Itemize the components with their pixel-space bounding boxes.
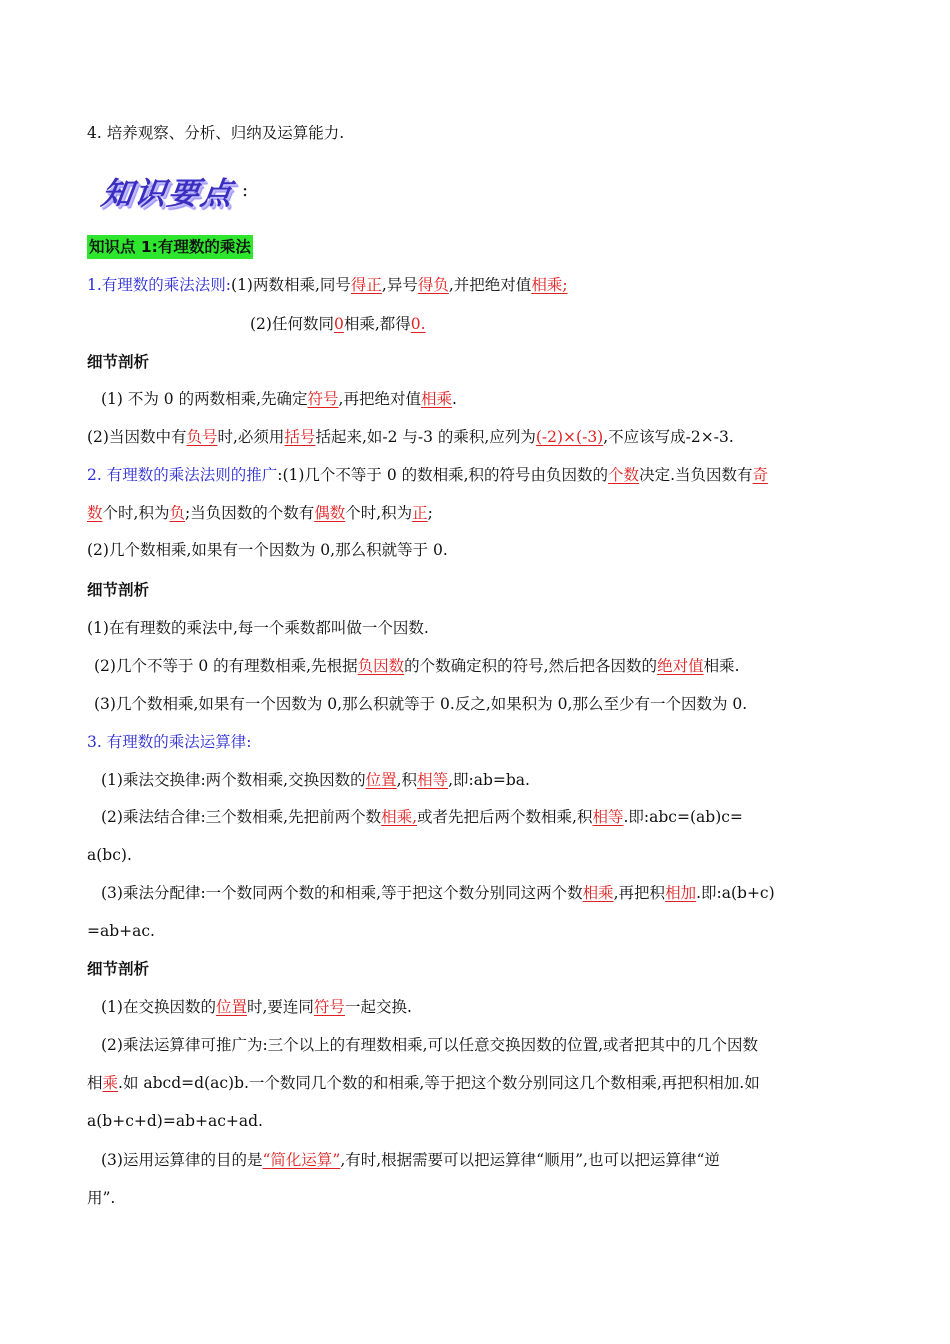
text: ,不应该写成-2×-3.: [603, 428, 734, 446]
text: 或者先把后两个数相乘,积: [417, 808, 593, 826]
text: 个时,积为: [345, 504, 413, 522]
detail-3-line-2-cont2: a(b+c+d)=ab+ac+ad.: [87, 1112, 263, 1130]
text: 个时,积为: [102, 504, 170, 522]
text: .即:abc=(ab)c=: [623, 808, 743, 826]
text: ,再把绝对值: [338, 390, 421, 408]
text: 的个数确定积的符号,然后把各因数的: [404, 657, 658, 675]
blank-answer: 相等: [592, 808, 624, 826]
blank-answer: 负号: [186, 428, 218, 446]
blank-answer: 偶数: [314, 504, 346, 522]
text: (2)几个不等于 0 的有理数相乘,先根据: [94, 657, 358, 675]
rule-3-label: 3. 有理数的乘法运算律:: [87, 733, 252, 751]
rule-2-label: 2. 有理数的乘法法则的推广: [87, 466, 278, 484]
blank-answer: 括号: [284, 428, 316, 446]
detail-3-line-3-cont: 用”.: [87, 1189, 116, 1207]
rule-2-line-2: [87, 501, 950, 525]
text: 时,要连同: [246, 998, 314, 1016]
detail-heading-2: 细节剖析: [87, 581, 150, 599]
blank-answer: 相等: [417, 771, 449, 789]
blank-answer: “简化运算”: [262, 1151, 341, 1169]
detail-1-line-2: [87, 425, 950, 449]
blank-answer: 位置: [215, 998, 247, 1016]
blank-answer: 相加: [665, 884, 697, 902]
blank-answer: 相乘: [582, 884, 614, 902]
text: 相: [87, 1074, 103, 1092]
detail-3-line-2-cont: [87, 1071, 950, 1095]
detail-2-line-3: (3)几个数相乘,如果有一个因数为 0,那么积就等于 0.反之,如果积为 0,那么至少有一个因数为 0.: [94, 695, 748, 713]
text: ,再把积: [613, 884, 666, 902]
text: ;当负因数的个数有: [184, 504, 315, 522]
blank-answer: 相乘;: [531, 276, 568, 294]
rule-1-label: 1.有理数的乘法法则:: [87, 276, 232, 294]
blank-answer: 数: [87, 504, 103, 522]
detail-2-line-1: (1)在有理数的乘法中,每一个乘数都叫做一个因数.: [87, 619, 429, 637]
rule-3-line-1: [101, 768, 950, 792]
text: ,即:ab=ba.: [448, 771, 530, 789]
detail-1-line-1: [101, 387, 950, 411]
text: ,积: [396, 771, 418, 789]
blank-answer: 符号: [313, 998, 345, 1016]
knowledge-points-logo: [98, 170, 249, 212]
text: 相乘.: [703, 657, 740, 675]
rule-2-line-1: [87, 463, 950, 487]
text: 括起来,如-2 与-3 的乘积,应列为: [315, 428, 536, 446]
rule-3-line-2: [101, 805, 950, 829]
text: (2)任何数同: [250, 315, 334, 333]
text: (3)乘法分配律:一个数同两个数的和相乘,等于把这个数分别同这两个数: [101, 884, 583, 902]
blank-answer: 得正: [350, 276, 382, 294]
blank-answer: 0: [333, 315, 344, 333]
text: (1)在交换因数的: [101, 998, 216, 1016]
text: .如 abcd=d(ac)b.一个数同几个数的和相乘,等于把这个数分别同这几个数相乘,再把积相加.如: [118, 1074, 760, 1092]
detail-heading-1: 细节剖析: [87, 353, 150, 371]
text: 一起交换.: [344, 998, 412, 1016]
rule-1-line-2: [250, 312, 950, 336]
section-1-heading: [87, 235, 950, 259]
objective-item-4: 4. 培养观察、分析、归纳及运算能力.: [87, 124, 345, 142]
rule-2-line-3: (2)几个数相乘,如果有一个因数为 0,那么积就等于 0.: [87, 541, 448, 559]
detail-3-line-2: (2)乘法运算律可推广为:三个以上的有理数相乘,可以任意交换因数的位置,或者把其中的几个因数: [101, 1036, 759, 1054]
logo-text: 知识要点: [98, 175, 237, 212]
blank-answer: 得负: [417, 276, 449, 294]
rule-1-line-1: [87, 273, 950, 297]
detail-3-line-1: [101, 995, 950, 1019]
text: (3)运用运算律的目的是: [101, 1151, 263, 1169]
text: ,异号: [381, 276, 418, 294]
text: 时,必须用: [217, 428, 285, 446]
blank-answer: 正: [412, 504, 428, 522]
text: :(1)几个不等于 0 的数相乘,积的符号由负因数的: [277, 466, 609, 484]
detail-2-line-2: [94, 654, 950, 678]
rule-3-line-3: [101, 881, 950, 905]
text: ,有时,根据需要可以把运算律“顺用”,也可以把运算律“逆: [340, 1151, 720, 1169]
blank-answer: 个数: [608, 466, 640, 484]
blank-answer: 相乘,: [381, 808, 418, 826]
logo-colon: :: [242, 179, 249, 201]
text: (2)乘法结合律:三个数相乘,先把前两个数: [101, 808, 382, 826]
rule-3-line-2-cont: a(bc).: [87, 846, 132, 864]
section-1-title: 知识点 1:有理数的乘法: [87, 235, 253, 259]
text: (1)两数相乘,同号: [231, 276, 351, 294]
text: (1)乘法交换律:两个数相乘,交换因数的: [101, 771, 366, 789]
text: (2)当因数中有: [87, 428, 187, 446]
detail-3-line-3: [101, 1148, 950, 1172]
text: .: [452, 390, 457, 408]
blank-answer: 负因数: [357, 657, 405, 675]
detail-heading-3: 细节剖析: [87, 960, 150, 978]
blank-answer: 相乘: [420, 390, 452, 408]
text: .即:a(b+c): [696, 884, 775, 902]
blank-answer: 负: [169, 504, 185, 522]
text: (1) 不为 0 的两数相乘,先确定: [101, 390, 308, 408]
blank-answer: 0.: [410, 315, 426, 333]
text: ,并把绝对值: [448, 276, 532, 294]
blank-answer: 符号: [307, 390, 339, 408]
blank-answer: 绝对值: [657, 657, 704, 675]
blank-answer: 乘: [102, 1074, 119, 1092]
blank-answer: 位置: [365, 771, 397, 789]
rule-3-line-3-cont: =ab+ac.: [87, 922, 155, 940]
text: ;: [427, 504, 433, 522]
text: 相乘,都得: [343, 315, 411, 333]
blank-answer: 奇: [752, 466, 769, 484]
text: 决定.当负因数有: [639, 466, 753, 484]
blank-answer: (-2)×(-3): [535, 428, 604, 446]
